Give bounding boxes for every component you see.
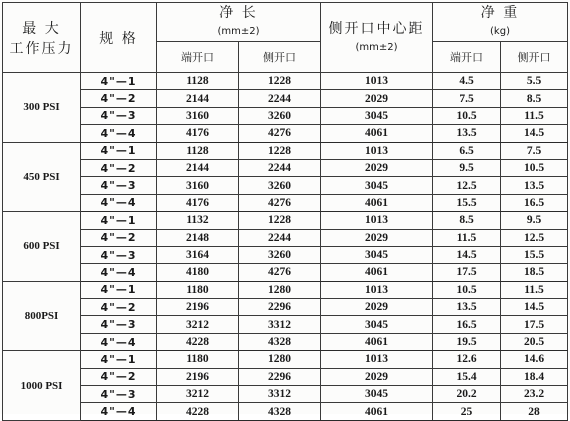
length-end-cell: 1132 bbox=[157, 212, 239, 229]
weight-side-cell: 23.2 bbox=[501, 386, 568, 403]
weight-end-cell: 8.5 bbox=[433, 212, 501, 229]
model-cell: 4"—4 bbox=[81, 403, 157, 420]
table-row bbox=[3, 177, 568, 194]
weight-side-cell: 8.5 bbox=[501, 90, 568, 107]
table-row bbox=[3, 194, 568, 211]
header-length-side-opening: 侧开口 bbox=[239, 42, 321, 73]
model-cell: 4"—3 bbox=[81, 177, 157, 194]
length-end-cell: 1180 bbox=[157, 281, 239, 298]
side-center-distance-cell: 1013 bbox=[321, 73, 433, 90]
model-cell: 4"—3 bbox=[81, 386, 157, 403]
weight-side-cell: 15.5 bbox=[501, 246, 568, 263]
model-cell: 4"—1 bbox=[81, 212, 157, 229]
side-center-distance-cell: 1013 bbox=[321, 351, 433, 368]
model-cell: 4"—2 bbox=[81, 229, 157, 246]
length-side-cell: 4328 bbox=[239, 333, 321, 350]
weight-side-cell: 16.5 bbox=[501, 194, 568, 211]
length-end-cell: 4228 bbox=[157, 403, 239, 420]
length-side-cell: 2296 bbox=[239, 368, 321, 385]
length-side-cell: 4276 bbox=[239, 125, 321, 142]
weight-side-cell: 28 bbox=[501, 403, 568, 420]
length-side-cell: 2244 bbox=[239, 229, 321, 246]
model-cell: 4"—3 bbox=[81, 246, 157, 263]
weight-side-cell: 5.5 bbox=[501, 73, 568, 90]
model-cell: 4"—4 bbox=[81, 194, 157, 211]
side-center-distance-cell: 4061 bbox=[321, 264, 433, 281]
side-center-distance-cell: 4061 bbox=[321, 403, 433, 420]
table-row bbox=[3, 299, 568, 316]
length-side-cell: 2244 bbox=[239, 90, 321, 107]
length-end-cell: 4176 bbox=[157, 125, 239, 142]
weight-end-cell: 13.5 bbox=[433, 299, 501, 316]
pressure-rating-cell: 1000 PSI bbox=[3, 351, 81, 421]
length-end-cell: 1128 bbox=[157, 73, 239, 90]
length-side-cell: 1228 bbox=[239, 212, 321, 229]
side-center-distance-cell: 2029 bbox=[321, 159, 433, 176]
header-side-center-label: 侧开口中心距 bbox=[328, 20, 425, 37]
header-weight-end-opening: 端开口 bbox=[433, 42, 501, 73]
length-side-cell: 3260 bbox=[239, 107, 321, 124]
header-net-length-unit: (mm±2) bbox=[217, 26, 260, 37]
length-side-cell: 3260 bbox=[239, 246, 321, 263]
model-cell: 4"—3 bbox=[81, 316, 157, 333]
pressure-rating-cell: 800PSI bbox=[3, 281, 81, 351]
length-side-cell: 4276 bbox=[239, 194, 321, 211]
header-net-weight-unit: (kg) bbox=[490, 26, 510, 37]
length-side-cell: 2296 bbox=[239, 299, 321, 316]
table-row bbox=[3, 107, 568, 124]
header-max-pressure-line1: 最 大 bbox=[22, 20, 61, 37]
length-end-cell: 2196 bbox=[157, 299, 239, 316]
weight-side-cell: 12.5 bbox=[501, 229, 568, 246]
length-side-cell: 3312 bbox=[239, 316, 321, 333]
side-center-distance-cell: 2029 bbox=[321, 229, 433, 246]
weight-end-cell: 10.5 bbox=[433, 107, 501, 124]
weight-end-cell: 11.5 bbox=[433, 229, 501, 246]
length-side-cell: 1280 bbox=[239, 351, 321, 368]
length-end-cell: 1180 bbox=[157, 351, 239, 368]
length-side-cell: 4276 bbox=[239, 264, 321, 281]
header-net-length bbox=[157, 3, 321, 42]
length-side-cell: 3312 bbox=[239, 386, 321, 403]
weight-end-cell: 10.5 bbox=[433, 281, 501, 298]
side-center-distance-cell: 4061 bbox=[321, 333, 433, 350]
weight-end-cell: 12.6 bbox=[433, 351, 501, 368]
header-length-end-opening: 端开口 bbox=[157, 42, 239, 73]
length-end-cell: 1128 bbox=[157, 142, 239, 159]
length-side-cell: 1228 bbox=[239, 142, 321, 159]
weight-end-cell: 16.5 bbox=[433, 316, 501, 333]
weight-end-cell: 15.5 bbox=[433, 194, 501, 211]
table-row bbox=[3, 264, 568, 281]
length-end-cell: 2144 bbox=[157, 159, 239, 176]
table-row bbox=[3, 229, 568, 246]
model-cell: 4"—2 bbox=[81, 90, 157, 107]
weight-end-cell: 9.5 bbox=[433, 159, 501, 176]
side-center-distance-cell: 3045 bbox=[321, 386, 433, 403]
weight-side-cell: 18.5 bbox=[501, 264, 568, 281]
header-net-length-label: 净 长 bbox=[219, 5, 258, 21]
model-cell: 4"—2 bbox=[81, 159, 157, 176]
header-max-pressure-line2: 工作压力 bbox=[9, 40, 74, 57]
weight-end-cell: 12.5 bbox=[433, 177, 501, 194]
side-center-distance-cell: 3045 bbox=[321, 107, 433, 124]
pressure-rating-cell: 450 PSI bbox=[3, 142, 81, 212]
header-max-pressure bbox=[3, 3, 81, 73]
length-side-cell: 1228 bbox=[239, 73, 321, 90]
weight-end-cell: 4.5 bbox=[433, 73, 501, 90]
model-cell: 4"—2 bbox=[81, 299, 157, 316]
table-row bbox=[3, 90, 568, 107]
weight-end-cell: 25 bbox=[433, 403, 501, 420]
model-cell: 4"—1 bbox=[81, 73, 157, 90]
length-end-cell: 2144 bbox=[157, 90, 239, 107]
weight-side-cell: 18.4 bbox=[501, 368, 568, 385]
weight-side-cell: 9.5 bbox=[501, 212, 568, 229]
header-weight-side-opening: 侧开口 bbox=[501, 42, 568, 73]
weight-side-cell: 14.5 bbox=[501, 299, 568, 316]
table-row bbox=[3, 212, 568, 229]
table-row bbox=[3, 159, 568, 176]
side-center-distance-cell: 3045 bbox=[321, 177, 433, 194]
length-end-cell: 2196 bbox=[157, 368, 239, 385]
side-center-distance-cell: 2029 bbox=[321, 368, 433, 385]
side-center-distance-cell: 3045 bbox=[321, 316, 433, 333]
table-row bbox=[3, 281, 568, 298]
length-side-cell: 3260 bbox=[239, 177, 321, 194]
weight-side-cell: 14.5 bbox=[501, 125, 568, 142]
header-net-weight bbox=[433, 3, 568, 42]
table-row bbox=[3, 333, 568, 350]
weight-side-cell: 11.5 bbox=[501, 281, 568, 298]
model-cell: 4"—1 bbox=[81, 281, 157, 298]
weight-end-cell: 13.5 bbox=[433, 125, 501, 142]
table-row bbox=[3, 386, 568, 403]
weight-end-cell: 6.5 bbox=[433, 142, 501, 159]
table-row bbox=[3, 316, 568, 333]
model-cell: 4"—1 bbox=[81, 142, 157, 159]
weight-side-cell: 17.5 bbox=[501, 316, 568, 333]
side-center-distance-cell: 4061 bbox=[321, 125, 433, 142]
side-center-distance-cell: 3045 bbox=[321, 246, 433, 263]
length-end-cell: 3212 bbox=[157, 316, 239, 333]
pressure-rating-cell: 300 PSI bbox=[3, 73, 81, 143]
weight-side-cell: 14.6 bbox=[501, 351, 568, 368]
model-cell: 4"—4 bbox=[81, 264, 157, 281]
weight-end-cell: 15.4 bbox=[433, 368, 501, 385]
side-center-distance-cell: 1013 bbox=[321, 142, 433, 159]
model-cell: 4"—1 bbox=[81, 351, 157, 368]
weight-end-cell: 7.5 bbox=[433, 90, 501, 107]
length-end-cell: 4228 bbox=[157, 333, 239, 350]
side-center-distance-cell: 1013 bbox=[321, 212, 433, 229]
weight-side-cell: 20.5 bbox=[501, 333, 568, 350]
model-cell: 4"—2 bbox=[81, 368, 157, 385]
length-end-cell: 4180 bbox=[157, 264, 239, 281]
length-end-cell: 2148 bbox=[157, 229, 239, 246]
side-center-distance-cell: 4061 bbox=[321, 194, 433, 211]
table-row bbox=[3, 125, 568, 142]
length-end-cell: 3160 bbox=[157, 177, 239, 194]
length-side-cell: 2244 bbox=[239, 159, 321, 176]
weight-side-cell: 11.5 bbox=[501, 107, 568, 124]
table-row bbox=[3, 246, 568, 263]
header-side-center bbox=[321, 3, 433, 73]
model-cell: 4"—4 bbox=[81, 125, 157, 142]
length-end-cell: 4176 bbox=[157, 194, 239, 211]
length-end-cell: 3212 bbox=[157, 386, 239, 403]
weight-end-cell: 20.2 bbox=[433, 386, 501, 403]
length-end-cell: 3160 bbox=[157, 107, 239, 124]
table-row bbox=[3, 142, 568, 159]
header-side-center-unit: (mm±2) bbox=[355, 41, 398, 53]
spec-table bbox=[2, 2, 568, 421]
weight-side-cell: 13.5 bbox=[501, 177, 568, 194]
weight-side-cell: 10.5 bbox=[501, 159, 568, 176]
table-row bbox=[3, 73, 568, 90]
table-row bbox=[3, 403, 568, 420]
model-cell: 4"—3 bbox=[81, 107, 157, 124]
table-row bbox=[3, 368, 568, 385]
length-end-cell: 3164 bbox=[157, 246, 239, 263]
weight-end-cell: 19.5 bbox=[433, 333, 501, 350]
side-center-distance-cell: 1013 bbox=[321, 281, 433, 298]
weight-end-cell: 14.5 bbox=[433, 246, 501, 263]
side-center-distance-cell: 2029 bbox=[321, 299, 433, 316]
side-center-distance-cell: 2029 bbox=[321, 90, 433, 107]
length-side-cell: 4328 bbox=[239, 403, 321, 420]
table-row bbox=[3, 351, 568, 368]
weight-end-cell: 17.5 bbox=[433, 264, 501, 281]
header-spec: 规 格 bbox=[81, 3, 157, 73]
pressure-rating-cell: 600 PSI bbox=[3, 212, 81, 282]
header-net-weight-label: 净 重 bbox=[480, 5, 520, 21]
length-side-cell: 1280 bbox=[239, 281, 321, 298]
model-cell: 4"—4 bbox=[81, 333, 157, 350]
weight-side-cell: 7.5 bbox=[501, 142, 568, 159]
